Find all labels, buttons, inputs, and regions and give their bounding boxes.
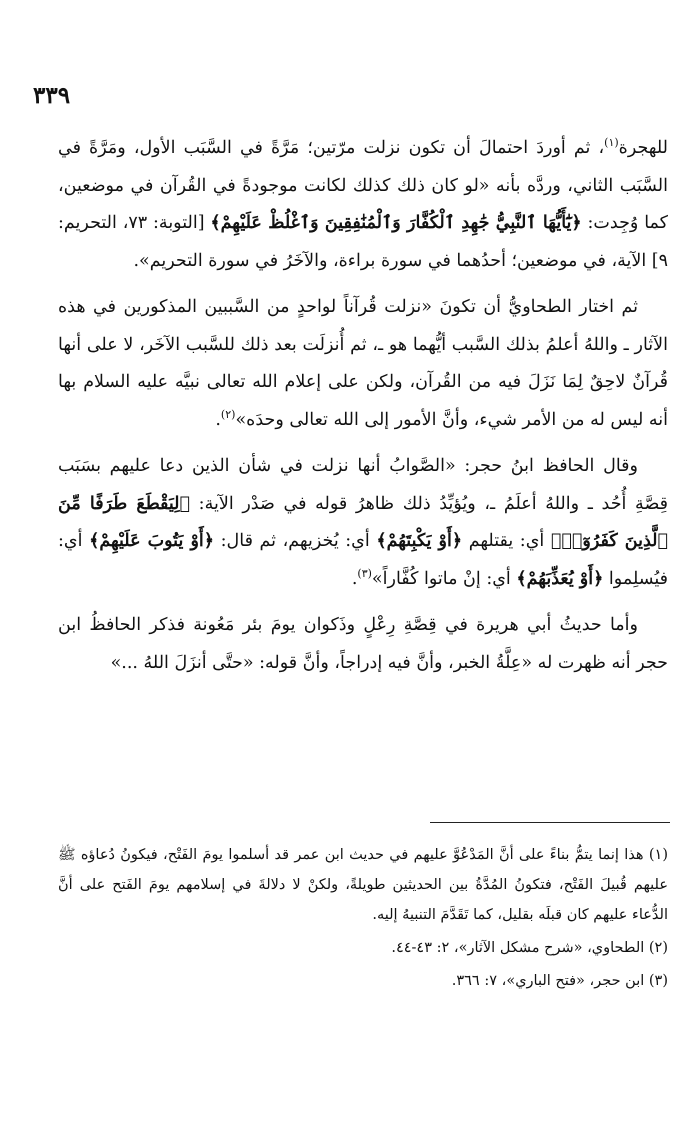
text-segment: . — [351, 568, 358, 589]
text-segment: أي: فيُسلِموا — [58, 531, 668, 589]
text-segment: ثم اختار الطحاويُّ أن تكونَ «نزلت قُرآناً لواحدٍ من السَّببين المذكورين في هذه الآثار ـ واللهُ أعلمُ بذلك السَّبب أيُّهما هو ـ، ثم أُنزلَت بعد ذلك للسَّبب الآخَر، لا على أنها قُرآنٌ لاحِقٌ لِمَا نَزَلَ فيه من القُرآن، ولكن على إعلام الله تعالى نبيَّه عليه السلام بها أنه ليس له من الأمر شيء، وأنَّ الأمور إلى الله تعالى وحدَه» — [58, 297, 668, 430]
footnote-3: (٣) ابن حجر، «فتح الباري»، ٧: ٣٦٦. — [451, 973, 668, 989]
footnote-divider — [430, 822, 670, 823]
text-segment: أي: يقتلهم — [462, 531, 551, 551]
quran-verse: ﴿أَوْ يُعَذِّبَهُمْ﴾ — [516, 568, 604, 589]
text-segment: . — [215, 409, 221, 430]
footnote-2: (٢) الطحاوي، «شرح مشكل الآثار»، ٢: ٤٣-٤٤. — [391, 940, 668, 956]
text-segment: وأما حديثُ أبي هريرة في قِصَّةِ رِعْلٍ وذَكوان يومَ بئر مَعُونة فذكر الحافظُ ابن حجر أنه ظهرت له «عِلَّةُ الخبر، وأنَّ فيه إدراجاً، وأنَّ قوله: «حتَّى أنزَلَ اللهُ ...» — [58, 615, 668, 673]
quran-verse: ﴿أَوْ يَتُوبَ عَلَيْهِمْ﴾ — [89, 531, 215, 551]
quran-verse: ﴿لِيَقْطَعَ طَرَفًا مِّنَ ٱلَّذِينَ كَفَرُوٓا۟﴾ — [58, 493, 668, 551]
text-segment: أي: يُخزيهم، ثم قال: — [214, 531, 377, 551]
footnote-ref-3: (٣) — [357, 566, 372, 580]
page-number: ٣٣٩ — [33, 82, 71, 109]
text-segment: أي: إنْ ماتوا كُفَّاراً» — [371, 568, 517, 589]
text-segment: وقال الحافظ ابنُ حجر: «الصَّوابُ أنها نزلت في شأن الذين دعا عليهم بسَبَب قِصَّةِ أُحُد ـ واللهُ أعلَمُ ـ، ويُؤيِّدُ ذلك ظاهرُ قوله في صَدْر الآية: — [58, 456, 668, 514]
footnotes — [58, 840, 668, 996]
footnote-ref-1: (١) — [604, 136, 619, 150]
paragraph-1 — [58, 130, 668, 280]
paragraph-2 — [58, 289, 668, 439]
paragraph-4 — [58, 607, 668, 682]
footnote-1: (١) هذا إنما يتمُّ بناءً على أنَّ المَدْعُوَّ عليهم في حديث ابن عمر قد أسلموا يومَ الفَتْح، فيكونُ دُعاؤه ﷺ عليهم قُبيلَ الفَتْح، فتكونُ المُدَّةُ بين الحديثين طويلةً، ولكنْ لا دلالةَ في إسلامهم يومَ الفَتح على أنَّ الدُّعاء عليهم كان قبلَه بقليل، كما تَقَدَّمَ التنبيهُ إليه. — [58, 847, 668, 923]
paragraph-3 — [58, 448, 668, 598]
footnote-ref-2: (٢) — [220, 407, 236, 421]
text-segment: ، ثم أوردَ احتمالَ أن تكون نزلت مرّتين؛ مَرَّةً في السَّبَب الأول، ومَرَّةً في السَّبَب الثاني، وردَّه بأنه «لو كان ذلك كذلك لكانت موجودةً في القُرآن في موضعين، كما وُجِدت: — [58, 138, 668, 233]
quran-verse: ﴿أَوْ يَكْبِتَهُمْ﴾ — [376, 531, 463, 551]
text-segment: للهجرة — [618, 138, 668, 158]
quran-verse: ﴿يَٰٓأَيُّهَا ٱلنَّبِيُّ جَٰهِدِ ٱلْكُفَّارَ وَٱلْمُنَٰفِقِينَ وَٱغْلُظْ عَلَيْهِمْ﴾ — [210, 213, 582, 233]
text-segment: [التوبة: ٧٣، التحريم: ٩] الآية، في موضعين؛ أحدُهما في سورة براءة، والآخَرُ في سورة التحريم». — [58, 213, 668, 271]
main-text — [58, 130, 668, 682]
